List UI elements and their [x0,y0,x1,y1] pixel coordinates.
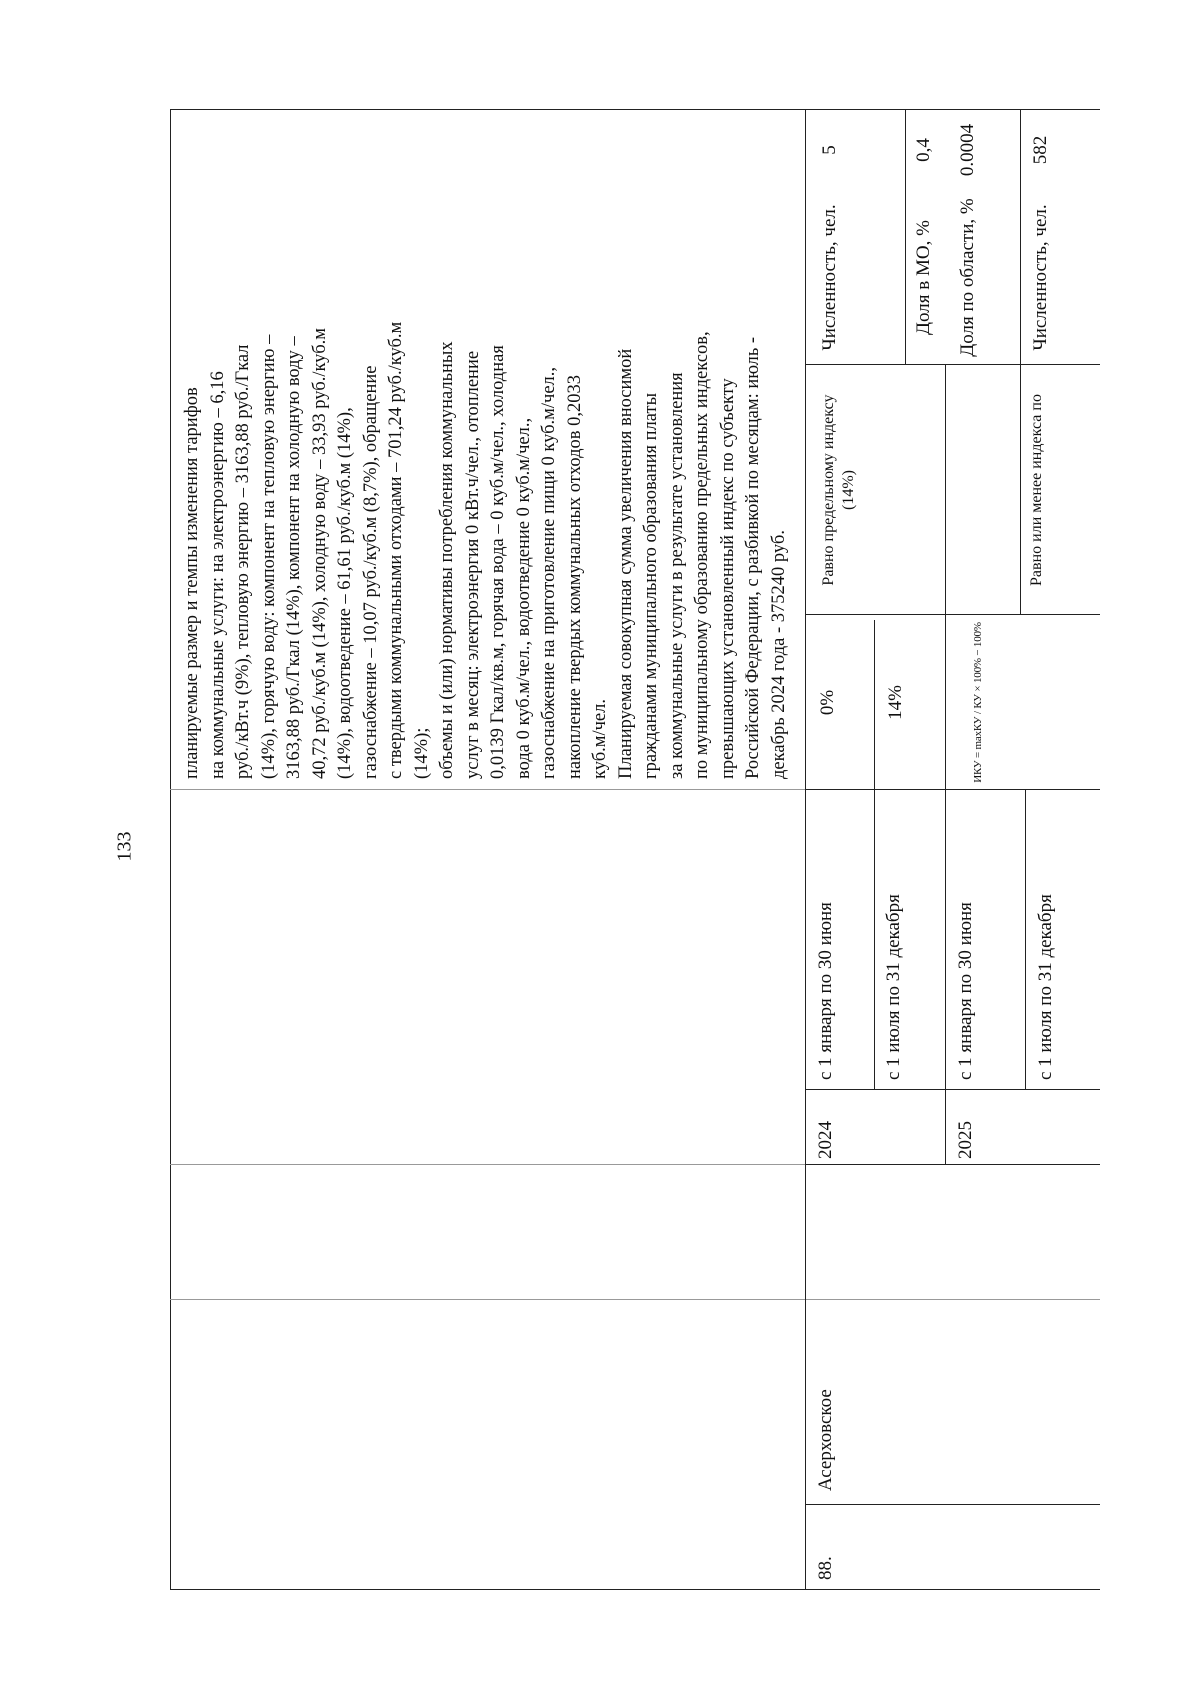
description-line: на коммунальные услуги: на электроэнергию – 6,16 [207,371,228,779]
description-line: планируемые размер и темпы изменения тарифов [182,387,202,779]
index-formula: ИКУ = maxКУ / КУ × 100% − 100% [972,622,984,783]
metric-label: Доля в МО, % [913,220,934,335]
category-2024: Равно предельному индексу (14%) [820,394,857,586]
description-line: газоснабжение на приготовление пищи 0 куб.м/чел., [539,366,559,779]
municipality-name: Асерховское [815,1389,836,1491]
category-2025: Равно или менее индекса по [1028,394,1045,586]
value-2024-h2: 14% [885,685,906,720]
description-line: гражданами муниципального образования платы [641,392,661,779]
table-left-border [170,1589,1100,1590]
metric-label: Численность, чел. [1030,204,1051,351]
description-line: куб.м/чел. [590,699,610,779]
period-2025-h2: с 1 июля по 31 декабря [1035,894,1056,1080]
description-line: (14%), водоотведение – 61,61 руб./куб.м (14%), [335,407,355,779]
row-divider-metric [1020,110,1021,615]
row-divider-period [1025,790,1026,1090]
description-line: руб./кВт.ч (9%), тепловую энергию – 3163,88 руб./Гкал [233,344,253,779]
description-line: вода 0 куб.м/чел., водоотведение 0 куб.м/чел., [513,417,534,779]
row-divider-year [945,615,946,1165]
row-divider-category [945,365,946,615]
description-line: Планируемая совокупная сумма увеличения вносимой [615,348,636,779]
row-divider-metric [905,110,906,365]
description-line: услуг в месяц: электроэнергия 0 кВт.ч/чел., отопление [462,350,483,779]
tariff-table [170,110,1100,1590]
tariff-description [180,115,800,785]
description-line: за коммунальные услуги в результате установления [666,372,687,779]
row-divider-period [874,620,875,1090]
description-line: Российской Федерации, с разбивкой по месяцам: июль - [743,336,763,779]
period-2024-h2: с 1 июля по 31 декабря [883,894,904,1080]
metric-label: Численность, чел. [819,204,840,351]
metric-value: 582 [1030,135,1051,165]
metric-value: 0.0004 [957,123,978,177]
metric-value: 0,4 [913,138,934,162]
description-line: 3163,88 руб./Гкал (14%), компонент на холодную воду – [284,336,304,779]
description-line: декабрь 2024 года - 375240 руб. [768,530,789,779]
value-2024-h1: 0% [817,689,838,716]
description-line: газоснабжение – 10,07 руб./куб.м (8,7%), обращение [360,365,381,779]
period-2025-h1: с 1 января по 30 июня [955,902,976,1080]
description-line: накопление твердых коммунальных отходов 0,2033 [564,374,585,779]
description-line: (14%), горячую воду: компонент на тепловую энергию – [258,334,279,779]
metric-value: 5 [819,145,840,155]
description-line: 40,72 руб./куб.м (14%), холодную воду – 33,93 руб./куб.м [309,328,330,779]
period-2024-h1: с 1 января по 30 июня [815,902,836,1080]
row-number: 88. [815,1556,836,1580]
col-divider [170,1299,1100,1300]
year-2025: 2025 [955,1121,976,1159]
description-line: объемы и (или) нормативы потребления коммунальных [437,341,457,779]
description-line: с твердыми коммунальными отходами – 701,24 руб./куб.м [386,321,406,779]
table-top-border [170,110,171,1590]
metric-label: Доля по области, % [957,198,978,357]
row-divider-main [805,110,806,1590]
description-line: 0,0139 Гкал/кв.м, горячая вода – 0 куб.м/чел., холодная [488,345,508,779]
description-line: по муниципальному образованию предельных индексов, [692,331,712,779]
description-line: превышающих установленный индекс по субъекту [717,378,738,779]
description-line: (14%); [411,727,432,779]
year-2024: 2024 [815,1121,836,1159]
page-number: 133 [113,831,136,862]
